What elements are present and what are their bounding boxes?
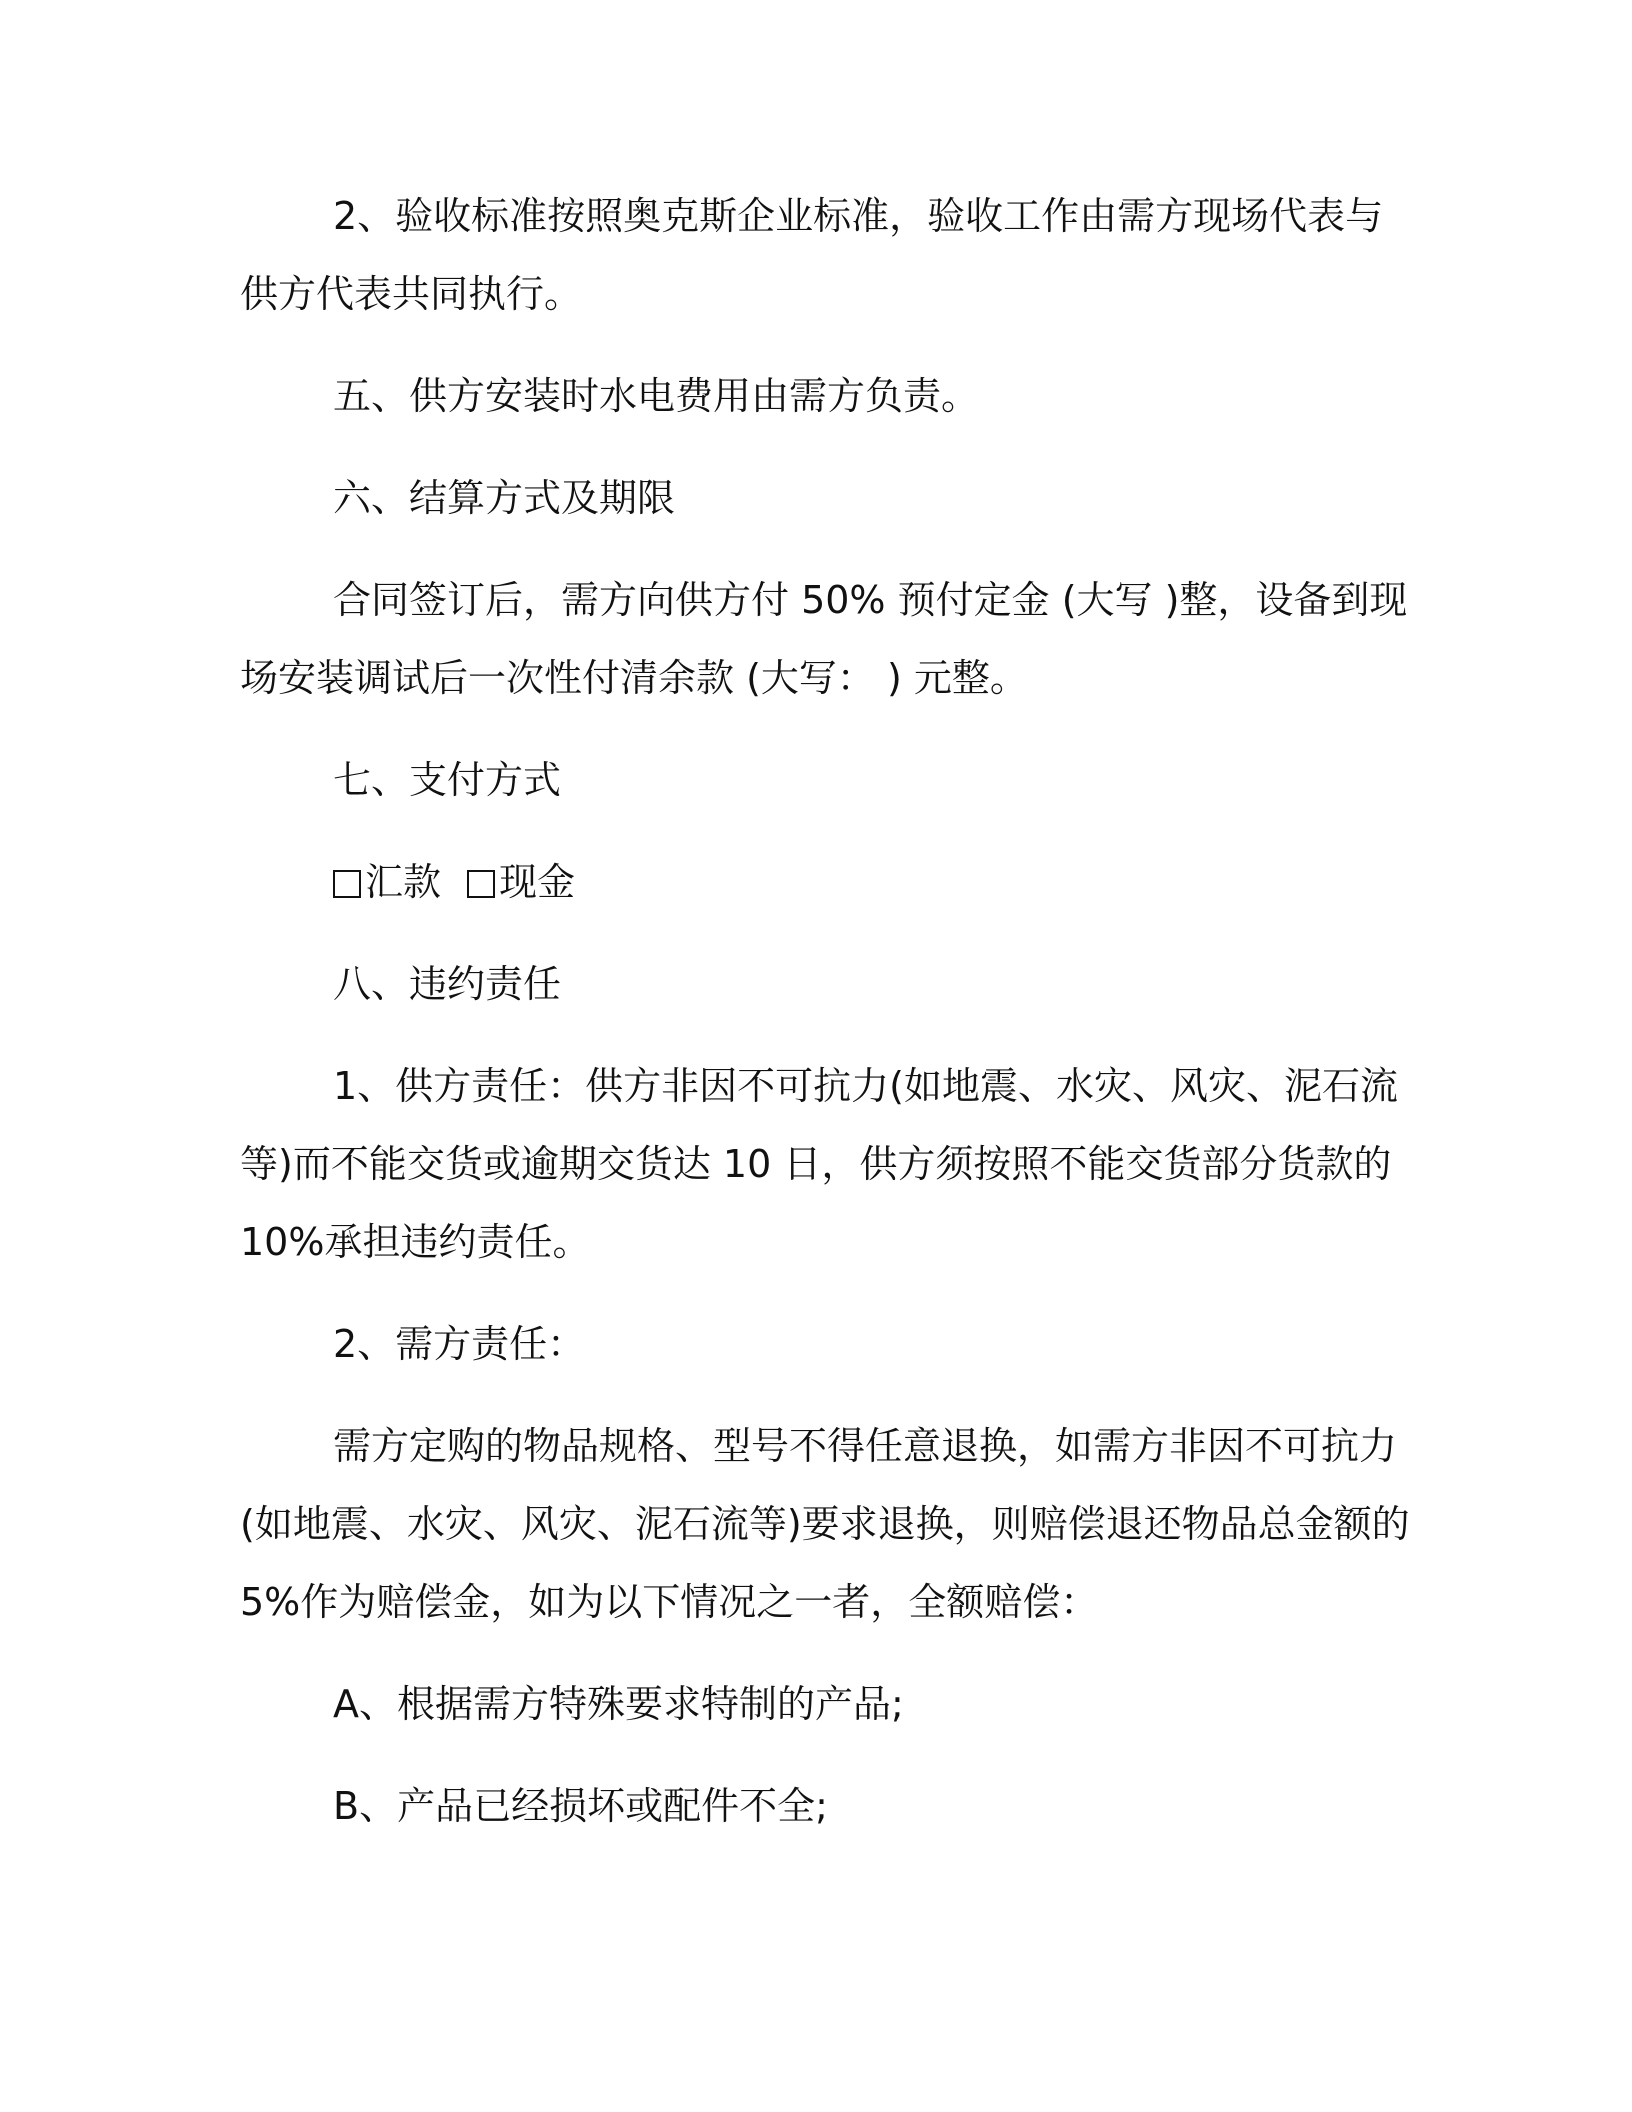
buyer-liability-body-line-3: 5%作为赔偿金，如为以下情况之一者，全额赔偿：: [240, 1580, 1099, 1624]
supplier-liability-line-2: 等)而不能交货或逾期交货达 10 日，供方须按照不能交货部分货款的: [240, 1142, 1392, 1186]
supplier-liability-line-1: 1、供方责任：供方非因不可抗力(如地震、水灾、风灾、泥石流: [333, 1064, 1399, 1108]
section-5-water-electricity: 五、供方安装时水电费用由需方负责。: [333, 374, 980, 418]
remittance-checkbox[interactable]: [333, 870, 361, 898]
acceptance-item-2-line-2: 供方代表共同执行。: [240, 272, 583, 316]
section-6-heading: 六、结算方式及期限: [333, 476, 676, 520]
acceptance-item-2-line-1: 2、验收标准按照奥克斯企业标准，验收工作由需方现场代表与: [333, 194, 1384, 238]
buyer-liability-body-line-1: 需方定购的物品规格、型号不得任意退换，如需方非因不可抗力: [333, 1424, 1398, 1468]
section-8-heading: 八、违约责任: [333, 962, 562, 1006]
supplier-liability-line-3: 10%承担违约责任。: [240, 1220, 591, 1264]
section-6-body-line-1: 合同签订后，需方向供方付 50% 预付定金 (大写 )整，设备到现: [333, 578, 1408, 622]
payment-options: [333, 858, 575, 906]
cash-checkbox[interactable]: [467, 870, 495, 898]
case-b-damaged-product: B、产品已经损坏或配件不全;: [333, 1784, 828, 1828]
case-a-custom-product: A、根据需方特殊要求特制的产品;: [333, 1682, 904, 1726]
payment-option-cash[interactable]: [467, 858, 575, 906]
buyer-liability-heading: 2、需方责任：: [333, 1322, 586, 1366]
section-6-body-line-2: 场安装调试后一次性付清余款 (大写： ) 元整。: [240, 656, 1028, 700]
payment-option-label: 汇款: [365, 860, 442, 904]
section-7-heading: 七、支付方式: [333, 758, 562, 802]
payment-option-label: 现金: [499, 860, 576, 904]
buyer-liability-body-line-2: (如地震、水灾、风灾、泥石流等)要求退换，则赔偿退还物品总金额的: [240, 1502, 1410, 1546]
payment-option-remittance[interactable]: [333, 858, 441, 906]
